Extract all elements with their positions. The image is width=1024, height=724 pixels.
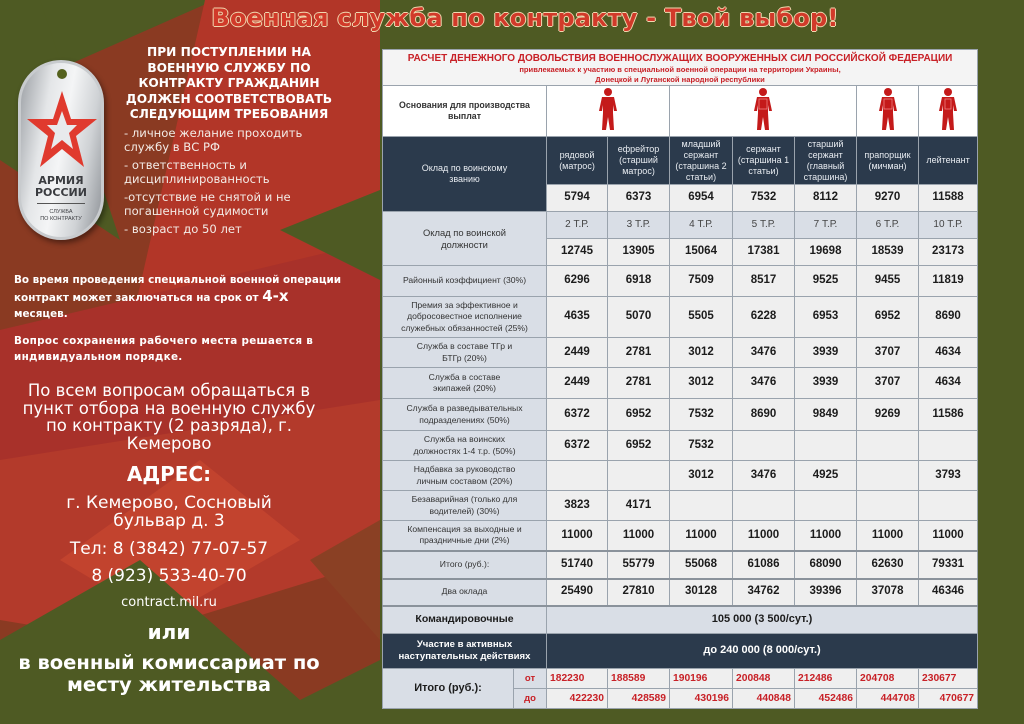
cell-value: 9525	[795, 266, 857, 297]
offensive-row	[383, 634, 978, 669]
cell-value: 2781	[608, 368, 670, 399]
table-row	[383, 266, 978, 297]
table-row	[383, 338, 978, 368]
cell-value	[795, 491, 857, 521]
cell-value: 9269	[857, 399, 919, 431]
tariff-grade: 7 Т.Р.	[795, 212, 857, 239]
position-salary-value: 23173	[919, 239, 978, 266]
cell-value: 4634	[919, 338, 978, 368]
total-from-value: 230677	[919, 669, 978, 689]
row-label: Надбавка за руководство личным составом (20%)	[383, 461, 547, 491]
table-row-subtotal	[383, 551, 978, 579]
table-subtitle-1: привлекаемых к участию в специальной военной операции на территории Украины,	[519, 65, 841, 74]
contract-term-note	[14, 272, 344, 322]
total-to-value: 440848	[733, 689, 795, 709]
website-link[interactable]: contract.mil.ru	[121, 595, 217, 610]
cell-value	[733, 431, 795, 461]
tariff-grade: 10 Т.Р.	[919, 212, 978, 239]
position-salary-value: 13905	[608, 239, 670, 266]
cell-value: 7532	[670, 431, 733, 461]
table-title	[383, 50, 978, 86]
cell-value: 3939	[795, 338, 857, 368]
row-label: Служба в составе экипажей (20%)	[383, 368, 547, 399]
tag-sub-line1: СЛУЖБА	[49, 209, 73, 215]
soldier-vest-icon	[937, 87, 959, 131]
position-salary-value: 12745	[547, 239, 608, 266]
rank-salary-value: 5794	[547, 185, 608, 212]
cell-value: 2449	[547, 368, 608, 399]
cell-value: 11000	[795, 521, 857, 551]
table-row	[383, 297, 978, 338]
cell-value: 7509	[670, 266, 733, 297]
soldier-vest-icon-cell	[857, 86, 919, 137]
cell-value: 3476	[733, 338, 795, 368]
tariff-grade: 3 Т.Р.	[608, 212, 670, 239]
page-title: Военная служба по контракту - Твой выбор!	[211, 4, 839, 32]
cell-value: 11586	[919, 399, 978, 431]
contract-term-highlight: 4-х	[262, 287, 289, 305]
cell-value: 9455	[857, 266, 919, 297]
cell-value: 2449	[547, 338, 608, 368]
cell-value	[919, 431, 978, 461]
cell-value: 3476	[733, 368, 795, 399]
cell-value: 5070	[608, 297, 670, 338]
cell-value: 4171	[608, 491, 670, 521]
cell-value: 8690	[733, 399, 795, 431]
cell-value	[857, 461, 919, 491]
cell-value: 11000	[919, 521, 978, 551]
rank-header: младший сержант (старшина 2 статьи)	[670, 137, 733, 185]
row-label: Безаварийная (только для водителей) (30%)	[383, 491, 547, 521]
requirement-item: - возраст до 50 лет	[124, 221, 242, 236]
cell-value: 3707	[857, 338, 919, 368]
cell-value	[795, 431, 857, 461]
rank-salary-value: 9270	[857, 185, 919, 212]
table-row	[383, 368, 978, 399]
cell-value: 8517	[733, 266, 795, 297]
cell-value: 25490	[547, 579, 608, 606]
tag-hole	[57, 69, 67, 79]
contacts-intro: По всем вопросам обращаться в пункт отбора на военную службу по контракту (2 разряда), г. Кемерово	[22, 381, 316, 453]
cell-value	[608, 461, 670, 491]
rank-salary-value: 6954	[670, 185, 733, 212]
cell-value: 11000	[857, 521, 919, 551]
requirements-block	[124, 45, 334, 240]
cell-value	[919, 491, 978, 521]
table-row	[383, 431, 978, 461]
table-subtitle-2: Донецкой и Луганской народной республики	[595, 75, 765, 84]
dog-tag-logo	[18, 60, 104, 240]
cell-value: 46346	[919, 579, 978, 606]
alternative-contact: в военный комиссариат по месту жительства	[18, 651, 320, 696]
cell-value: 3012	[670, 461, 733, 491]
table-row	[383, 491, 978, 521]
requirements-heading: ПРИ ПОСТУПЛЕНИИ НА ВОЕННУЮ СЛУЖБУ ПО КОНТРАКТУ ГРАЖДАНИН ДОЛЖЕН СООТВЕТСТВОВАТЬ СЛЕДУЮЩИМ ТРЕБОВАНИЯ	[125, 45, 333, 121]
cell-value: 79331	[919, 551, 978, 579]
rank-salary-value: 6373	[608, 185, 670, 212]
cell-value	[670, 491, 733, 521]
travel-row	[383, 606, 978, 634]
tag-brand-line2: РОССИИ	[35, 186, 87, 199]
cell-value: 11000	[670, 521, 733, 551]
tag-brand-line1: АРМИЯ	[38, 174, 84, 187]
row-label: Два оклада	[383, 579, 547, 606]
cell-value: 6952	[608, 431, 670, 461]
cell-value: 51740	[547, 551, 608, 579]
address-label: АДРЕС:	[126, 462, 212, 486]
phone-2[interactable]: 8 (923) 533-40-70	[91, 566, 247, 586]
cell-value: 6228	[733, 297, 795, 338]
soldier-icon-cell	[547, 86, 670, 137]
cell-value: 37078	[857, 579, 919, 606]
row-label: Служба в составе ТГр и БТГр (20%)	[383, 338, 547, 368]
cell-value: 39396	[795, 579, 857, 606]
cell-value: 3823	[547, 491, 608, 521]
requirements-list	[124, 126, 334, 236]
total-to-value: 428589	[608, 689, 670, 709]
cell-value: 6952	[608, 399, 670, 431]
cell-value: 30128	[670, 579, 733, 606]
rank-header: прапорщик (мичман)	[857, 137, 919, 185]
cell-value: 9849	[795, 399, 857, 431]
soldier-icon	[597, 87, 619, 131]
travel-label: Командировочные	[383, 606, 547, 634]
row-label: Компенсация за выходные и праздничные дни (2%)	[383, 521, 547, 551]
cell-value	[733, 491, 795, 521]
total-to-value: 422230	[547, 689, 608, 709]
total-from-value: 188589	[608, 669, 670, 689]
contract-note-text: Во время проведения специальной военной операции контракт может заключаться на срок от	[14, 274, 342, 304]
cell-value: 11819	[919, 266, 978, 297]
requirement-item: -отсутствие не снятой и не погашенной судимости	[124, 189, 291, 218]
rank-header: сержант (старшина 1 статьи)	[733, 137, 795, 185]
tariff-grade: 4 Т.Р.	[670, 212, 733, 239]
row-label: Премия за эффективное и добросовестное исполнение служебных обязанностей (25%)	[383, 297, 547, 338]
cell-value: 11000	[608, 521, 670, 551]
position-salary-value: 17381	[733, 239, 795, 266]
cell-value: 3707	[857, 368, 919, 399]
cell-value: 3476	[733, 461, 795, 491]
tariff-grade: 5 Т.Р.	[733, 212, 795, 239]
table-row	[383, 399, 978, 431]
cell-value	[857, 431, 919, 461]
position-salary-value: 18539	[857, 239, 919, 266]
cell-value: 61086	[733, 551, 795, 579]
grand-total-label: Итого (руб.):	[383, 669, 514, 709]
row-label: Итого (руб.):	[383, 551, 547, 579]
workplace-note: Вопрос сохранения рабочего места решается в индивидуальном порядке.	[14, 335, 314, 363]
cell-value: 3793	[919, 461, 978, 491]
tariff-grade: 6 Т.Р.	[857, 212, 919, 239]
cell-value: 6372	[547, 431, 608, 461]
cell-value: 34762	[733, 579, 795, 606]
position-salary-value: 15064	[670, 239, 733, 266]
cell-value: 62630	[857, 551, 919, 579]
to-label: до	[514, 689, 547, 709]
total-from-value: 200848	[733, 669, 795, 689]
total-from-value: 212486	[795, 669, 857, 689]
cell-value: 68090	[795, 551, 857, 579]
tag-subtitle	[21, 209, 101, 223]
table-title-text: РАСЧЕТ ДЕНЕЖНОГО ДОВОЛЬСТВИЯ ВОЕННОСЛУЖАЩИХ ВООРУЖЕННЫХ СИЛ РОССИЙСКОЙ ФЕДЕРАЦИИ	[407, 53, 953, 64]
cell-value: 11000	[733, 521, 795, 551]
row-label: Служба на воинских должностях 1-4 т.р. (50%)	[383, 431, 547, 461]
cell-value: 3012	[670, 338, 733, 368]
cell-value: 4634	[919, 368, 978, 399]
cell-value: 55779	[608, 551, 670, 579]
cell-value: 4925	[795, 461, 857, 491]
total-to-value: 470677	[919, 689, 978, 709]
cell-value: 6953	[795, 297, 857, 338]
row-label: Районный коэффициент (30%)	[383, 266, 547, 297]
total-from-value: 190196	[670, 669, 733, 689]
or-label: или	[147, 620, 191, 644]
table-row	[383, 461, 978, 491]
rank-header: ефрейтор (старший матрос)	[608, 137, 670, 185]
rank-salary-value: 8112	[795, 185, 857, 212]
cell-value: 6296	[547, 266, 608, 297]
cell-value: 7532	[670, 399, 733, 431]
position-salary-value: 19698	[795, 239, 857, 266]
cell-value: 6952	[857, 297, 919, 338]
total-to-value: 452486	[795, 689, 857, 709]
soldier-vest-icon	[877, 87, 899, 131]
offensive-label: Участие в активных наступательных действиях	[383, 634, 547, 669]
total-to-value: 444708	[857, 689, 919, 709]
total-from-value: 204708	[857, 669, 919, 689]
cell-value: 6372	[547, 399, 608, 431]
cell-value: 11000	[547, 521, 608, 551]
rank-header: рядовой (матрос)	[547, 137, 608, 185]
cell-value: 27810	[608, 579, 670, 606]
tag-sub-line2: ПО КОНТРАКТУ	[40, 216, 82, 222]
soldier-vest-icon	[752, 87, 774, 131]
cell-value: 3012	[670, 368, 733, 399]
row-label: Служба в разведывательных подразделениях (50%)	[383, 399, 547, 431]
soldier-vest-icon-cell	[670, 86, 857, 137]
rank-salary-label: Оклад по воинскому званию	[383, 137, 547, 212]
travel-value: 105 000 (3 500/сут.)	[547, 606, 978, 634]
tag-divider	[37, 203, 85, 204]
offensive-value: до 240 000 (8 000/сут.)	[547, 634, 978, 669]
requirement-item: - личное желание проходить службу в ВС РФ	[124, 125, 303, 154]
cell-value	[547, 461, 608, 491]
cell-value: 3939	[795, 368, 857, 399]
cell-value: 6918	[608, 266, 670, 297]
total-to-value: 430196	[670, 689, 733, 709]
phone-1[interactable]: Тел: 8 (3842) 77-07-57	[69, 539, 269, 559]
tag-brand	[21, 175, 101, 199]
rank-header: старший сержант (главный старшина)	[795, 137, 857, 185]
red-star-icon	[27, 89, 97, 171]
cell-value	[857, 491, 919, 521]
total-from-value: 182230	[547, 669, 608, 689]
rank-salary-value: 7532	[733, 185, 795, 212]
table-row-two-salaries	[383, 579, 978, 606]
position-salary-label: Оклад по воинской должности	[383, 212, 547, 266]
cell-value: 8690	[919, 297, 978, 338]
requirement-item: - ответственность и дисциплинированность	[124, 157, 270, 186]
cell-value: 5505	[670, 297, 733, 338]
cell-value: 2781	[608, 338, 670, 368]
rank-salary-value: 11588	[919, 185, 978, 212]
grand-total-from-row	[383, 669, 978, 689]
from-label: от	[514, 669, 547, 689]
contract-note-end: месяцев.	[14, 308, 68, 320]
cell-value: 55068	[670, 551, 733, 579]
basis-label: Основания для производства выплат	[383, 86, 547, 137]
soldier-vest-icon-cell	[919, 86, 978, 137]
cell-value: 4635	[547, 297, 608, 338]
address: г. Кемерово, Сосновый бульвар д. 3	[66, 493, 272, 531]
rank-header: лейтенант	[919, 137, 978, 185]
allowance-table	[382, 49, 978, 709]
table-row	[383, 521, 978, 551]
tariff-grade: 2 Т.Р.	[547, 212, 608, 239]
